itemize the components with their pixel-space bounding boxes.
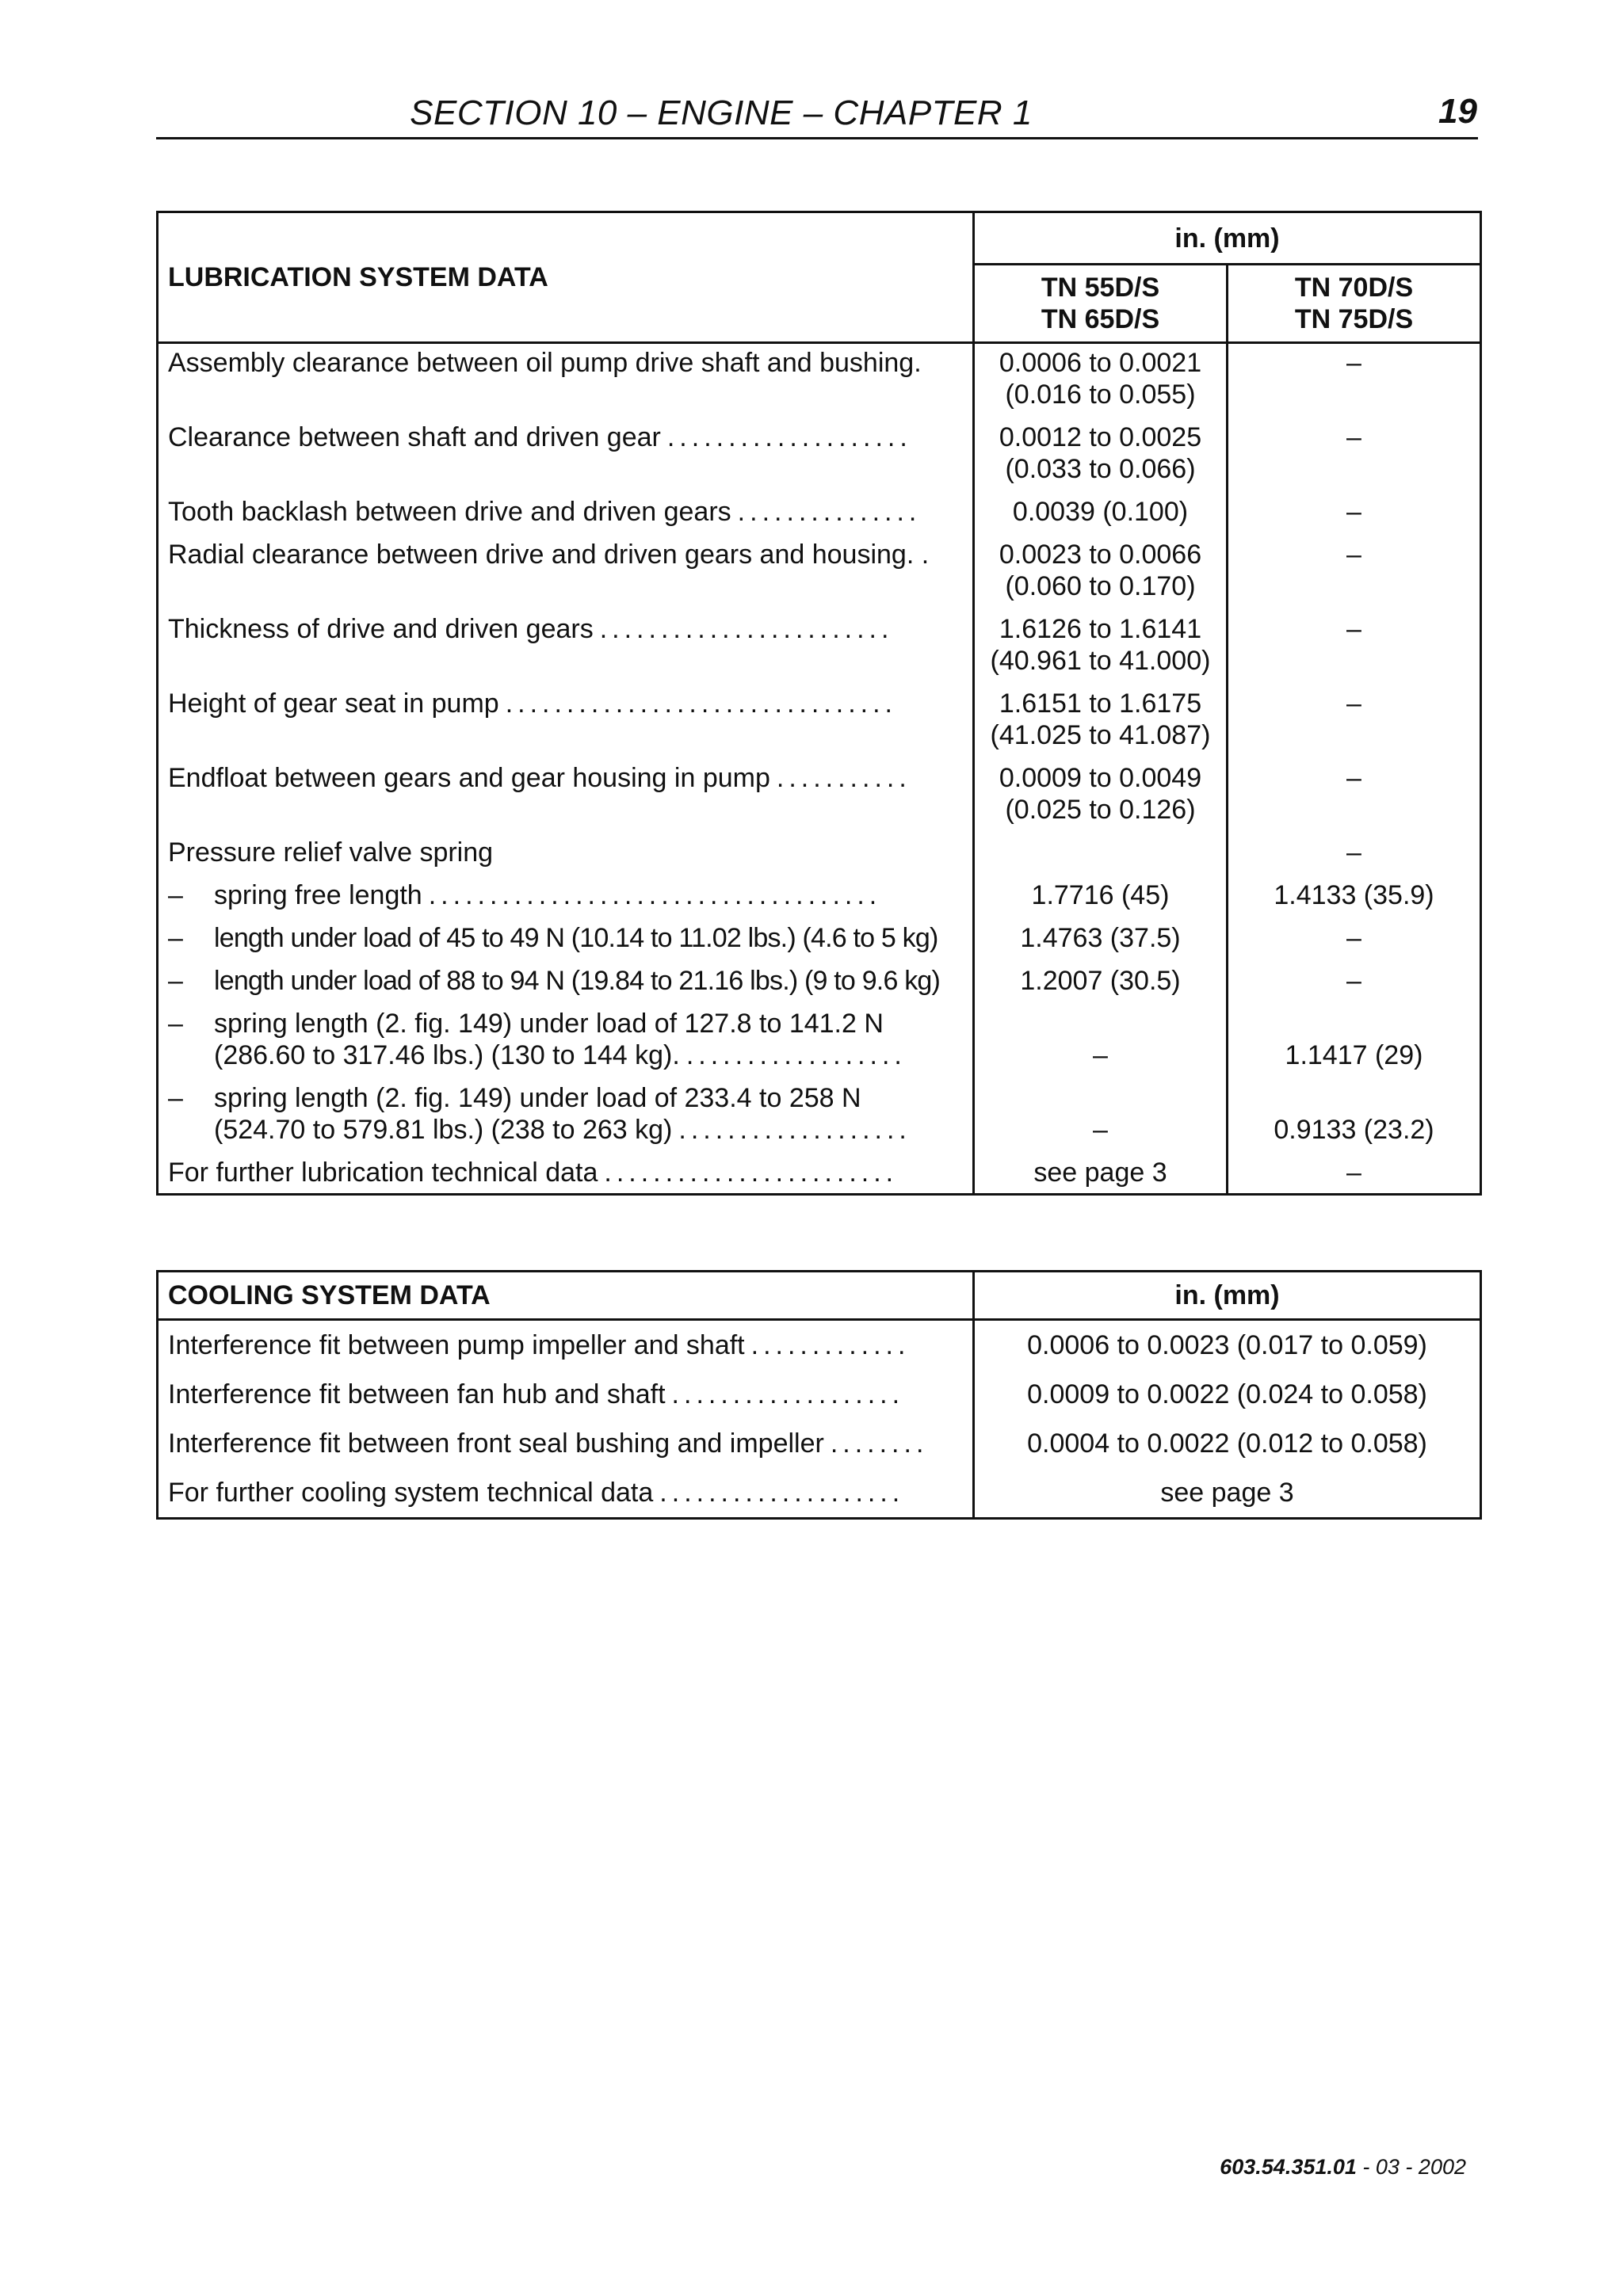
- further-lubrication-row: [168, 1157, 963, 1193]
- cooling-row-2-label: Interference fit between front seal bushing and impeller ........: [158, 1419, 974, 1468]
- lubrication-row-3: [168, 539, 963, 613]
- value-cell: 0.0023 to 0.0066 (0.060 to 0.170): [999, 540, 1202, 601]
- leader-dots: ........: [830, 1428, 929, 1459]
- lubrication-data-table: [156, 211, 1482, 1196]
- leader-dots: ....................: [659, 1478, 905, 1508]
- row-label-continued: (286.60 to 317.46 lbs.) (130 to 144 kg).: [214, 1040, 680, 1070]
- model-header-col2: [1228, 265, 1481, 343]
- model-header-col1: [974, 265, 1228, 343]
- value-cell: –: [1346, 422, 1361, 452]
- leader-dots: ...............: [737, 497, 922, 527]
- row-label: Tooth backlash between drive and driven gears: [168, 497, 731, 527]
- spring-item-1: [168, 922, 963, 965]
- value-cell: –: [1346, 763, 1361, 793]
- value-cell: –: [1346, 688, 1361, 719]
- row-label: Endfloat between gears and gear housing in pump: [168, 763, 770, 793]
- cooling-row-3-label: For further cooling system technical data ....................: [158, 1468, 974, 1519]
- leader-dots: ........................: [599, 614, 894, 644]
- row-label: Thickness of drive and driven gears: [168, 614, 594, 644]
- value-cell: –: [1346, 540, 1361, 570]
- page-number: 19: [1438, 92, 1477, 131]
- value-cell: 0.0012 to 0.0025 (0.033 to 0.066): [999, 422, 1202, 484]
- leader-dots: ...........: [776, 763, 911, 793]
- cooling-row-1-label: Interference fit between fan hub and shaft ...................: [158, 1370, 974, 1419]
- row-label: Assembly clearance between oil pump drive shaft and bushing: [168, 348, 915, 378]
- dash-bullet: –: [168, 880, 183, 910]
- value-cell: –: [1346, 348, 1361, 378]
- value-cell: 0.9133 (23.2): [1274, 1115, 1434, 1145]
- dash-bullet: –: [168, 1083, 183, 1113]
- value-cell: 0.0009 to 0.0049 (0.025 to 0.126): [999, 763, 1202, 825]
- value-cell: 1.6151 to 1.6175 (41.025 to 41.087): [990, 688, 1211, 750]
- row-label: spring length (2. fig. 149) under load of 233.4 to 258 N: [214, 1083, 861, 1113]
- value-cell: –: [1093, 1115, 1108, 1145]
- cooling-table-title: COOLING SYSTEM DATA: [158, 1272, 974, 1320]
- cooling-row-1-value: 0.0009 to 0.0022 (0.024 to 0.058): [974, 1370, 1481, 1419]
- model-col1-line1: TN 55D/S: [1041, 273, 1160, 303]
- leader-dots: .............: [750, 1330, 911, 1360]
- lubrication-row-1: [168, 421, 963, 496]
- leader-dots: .: [914, 348, 922, 378]
- value-cell: 1.4763 (37.5): [1020, 923, 1181, 953]
- leader-dots: ................................: [505, 688, 897, 719]
- model-col1-line2: TN 65D/S: [1041, 304, 1160, 334]
- lubrication-row-6: [168, 762, 963, 837]
- value-cell: –: [1346, 923, 1361, 953]
- dash-bullet: –: [168, 1009, 183, 1039]
- leader-dots: ....................: [666, 422, 912, 452]
- cooling-data-table: [156, 1270, 1482, 1520]
- row-label: Radial clearance between drive and driven gears and housing: [168, 540, 907, 570]
- spring-item-3: [168, 1008, 963, 1082]
- value-cell-empty: [975, 837, 1226, 879]
- row-label: Clearance between shaft and driven gear: [168, 422, 661, 452]
- value-cell: –: [1346, 966, 1361, 996]
- spring-title: Pressure relief valve spring: [168, 837, 494, 868]
- row-label-continued: (524.70 to 579.81 lbs.) (238 to 263 kg): [214, 1115, 673, 1145]
- unit-header: in. (mm): [974, 212, 1481, 265]
- value-cell: 0.0006 to 0.0021 (0.016 to 0.055): [999, 348, 1202, 410]
- spring-item-0: [168, 879, 963, 922]
- model-col2-line2: TN 75D/S: [1294, 304, 1414, 334]
- spring-item-4: [168, 1082, 963, 1157]
- spring-item-2: [168, 965, 963, 1008]
- cooling-row-3-value: see page 3: [974, 1468, 1481, 1519]
- lubrication-values-col2: [1228, 343, 1481, 1195]
- row-label: Height of gear seat in pump: [168, 688, 499, 719]
- dash-bullet: –: [168, 966, 183, 996]
- lubrication-description-column: [158, 343, 974, 1195]
- value-cell: –: [1346, 1158, 1361, 1188]
- cooling-unit-header: in. (mm): [974, 1272, 1481, 1320]
- row-label: spring free length: [214, 880, 422, 910]
- leader-dots: . .: [906, 540, 930, 570]
- leader-dots: .....................................: [428, 880, 882, 910]
- value-cell: –: [1093, 1040, 1108, 1070]
- row-label: length under load of 45 to 49 N (10.14 to 11.02 lbs.) (4.6 to 5 kg): [214, 923, 938, 953]
- value-cell: 1.6126 to 1.6141 (40.961 to 41.000): [990, 614, 1211, 676]
- doc-number: 603.54.351.01: [1220, 2155, 1357, 2179]
- value-cell: 1.1417 (29): [1285, 1040, 1423, 1070]
- lubrication-values-col1: [974, 343, 1228, 1195]
- cooling-row-2-value: 0.0004 to 0.0022 (0.012 to 0.058): [974, 1419, 1481, 1468]
- leader-dots: ...................: [678, 1115, 911, 1145]
- value-cell: 1.2007 (30.5): [1020, 966, 1181, 996]
- row-label: For further lubrication technical data: [168, 1158, 598, 1188]
- lubrication-row-0: [168, 347, 963, 421]
- value-cell: 0.0039 (0.100): [1012, 497, 1189, 527]
- value-cell: see page 3: [1033, 1158, 1167, 1188]
- row-label: spring length (2. fig. 149) under load of 127.8 to 141.2 N: [214, 1009, 884, 1039]
- doc-date: - 03 - 2002: [1356, 2155, 1466, 2179]
- leader-dots: ...................: [671, 1379, 905, 1409]
- value-cell: –: [1346, 614, 1361, 644]
- cooling-row-0-label: Interference fit between pump impeller and shaft .............: [158, 1320, 974, 1371]
- section-title: SECTION 10 – ENGINE – CHAPTER 1: [410, 93, 1033, 132]
- dash-bullet: –: [168, 923, 183, 953]
- value-cell: 1.7716 (45): [1031, 880, 1170, 910]
- model-col2-line1: TN 70D/S: [1294, 273, 1414, 303]
- spring-title-row: [168, 837, 963, 879]
- lubrication-row-2: [168, 496, 963, 539]
- value-cell: –: [1346, 497, 1361, 527]
- leader-dots: ..................: [685, 1040, 907, 1070]
- value-cell: –: [1346, 837, 1361, 868]
- document-footer: [1220, 2155, 1466, 2180]
- lubrication-row-4: [168, 613, 963, 688]
- header-divider: [156, 137, 1478, 139]
- cooling-row-0-value: 0.0006 to 0.0023 (0.017 to 0.059): [974, 1320, 1481, 1371]
- lubrication-table-title: LUBRICATION SYSTEM DATA: [158, 212, 974, 343]
- value-cell: 1.4133 (35.9): [1274, 880, 1434, 910]
- leader-dots: ........................: [604, 1158, 899, 1188]
- lubrication-row-5: [168, 688, 963, 762]
- row-label: length under load of 88 to 94 N (19.84 to 21.16 lbs.) (9 to 9.6 kg): [214, 966, 941, 996]
